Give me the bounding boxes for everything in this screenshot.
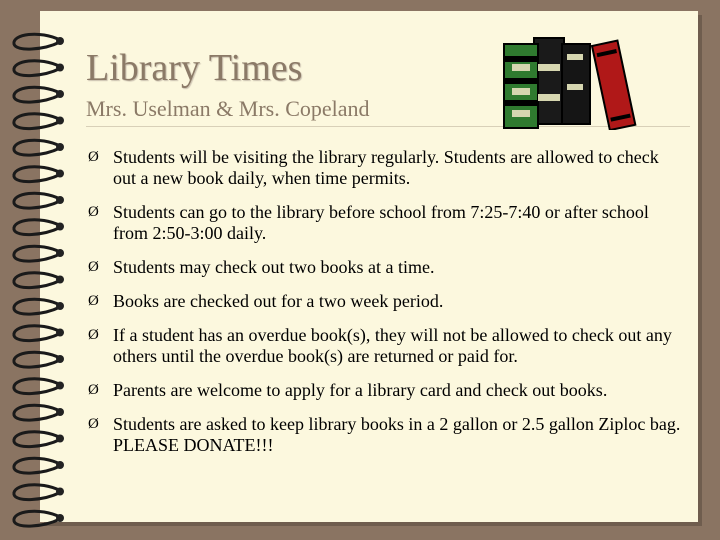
list-item: [88, 414, 684, 456]
spiral-ring: [14, 432, 60, 447]
spiral-ring: [14, 379, 60, 394]
spiral-ring: [14, 458, 60, 473]
binding-hole: [56, 223, 64, 231]
binding-hole: [56, 249, 64, 257]
spiral-ring: [14, 193, 60, 208]
spiral-ring: [14, 167, 60, 182]
binding-hole: [56, 64, 64, 72]
binding-hole: [56, 355, 64, 363]
binding-hole: [56, 37, 64, 45]
arrow-bullet-icon: Ø: [88, 149, 99, 165]
books-icon: [496, 34, 656, 130]
arrow-bullet-icon: Ø: [88, 327, 99, 343]
page-subtitle: Mrs. Uselman & Mrs. Copeland: [86, 96, 370, 121]
binding-hole: [56, 382, 64, 390]
bullet-list: [88, 147, 684, 469]
spiral-ring: [14, 299, 60, 314]
spiral-ring: [14, 140, 60, 155]
binding-hole: [56, 461, 64, 469]
binding-hole: [56, 196, 64, 204]
binding-hole: [56, 408, 64, 416]
spiral-ring: [14, 352, 60, 367]
arrow-bullet-icon: Ø: [88, 293, 99, 309]
binding-hole: [56, 117, 64, 125]
arrow-bullet-icon: Ø: [88, 382, 99, 398]
binding-hole: [56, 302, 64, 310]
list-item: [88, 257, 684, 278]
spiral-ring: [14, 511, 60, 526]
binding-hole: [56, 488, 64, 496]
spiral-ring: [14, 405, 60, 420]
spiral-ring: [14, 326, 60, 341]
spiral-ring: [14, 246, 60, 261]
spiral-ring: [14, 61, 60, 76]
binding-hole: [56, 170, 64, 178]
binding-hole: [56, 514, 64, 522]
spiral-ring: [14, 34, 60, 49]
arrow-bullet-icon: Ø: [88, 416, 99, 432]
binding-hole: [56, 329, 64, 337]
spiral-ring: [14, 220, 60, 235]
page-title: Library Times: [86, 47, 303, 89]
binding-hole: [56, 435, 64, 443]
arrow-bullet-icon: Ø: [88, 259, 99, 275]
bullet-text: Parents are welcome to apply for a library card and check out books.: [113, 380, 608, 400]
list-item: [88, 325, 684, 367]
binding-hole: [56, 276, 64, 284]
spiral-ring: [14, 87, 60, 102]
bullet-text: If a student has an overdue book(s), they will not be allowed to check out any others until the overdue book(s) are returned or paid for.: [113, 325, 672, 366]
arrow-bullet-icon: Ø: [88, 204, 99, 220]
spiral-binding-icon: [0, 0, 80, 540]
bullet-text: Books are checked out for a two week period.: [113, 291, 444, 311]
spiral-ring: [14, 485, 60, 500]
binding-hole: [56, 90, 64, 98]
spiral-ring: [14, 114, 60, 129]
bullet-text: Students may check out two books at a time.: [113, 257, 435, 277]
list-item: [88, 291, 684, 312]
spiral-ring: [14, 273, 60, 288]
bullet-text: Students will be visiting the library regularly. Students are allowed to check out a new book daily, when time permits.: [113, 147, 659, 188]
list-item: [88, 202, 684, 244]
list-item: [88, 380, 684, 401]
list-item: [88, 147, 684, 189]
bullet-text: Students can go to the library before school from 7:25-7:40 or after school from 2:50-3:00 daily.: [113, 202, 649, 243]
binding-hole: [56, 143, 64, 151]
bullet-text: Students are asked to keep library books in a 2 gallon or 2.5 gallon Ziploc bag. PLEASE DONATE!!!: [113, 414, 681, 455]
